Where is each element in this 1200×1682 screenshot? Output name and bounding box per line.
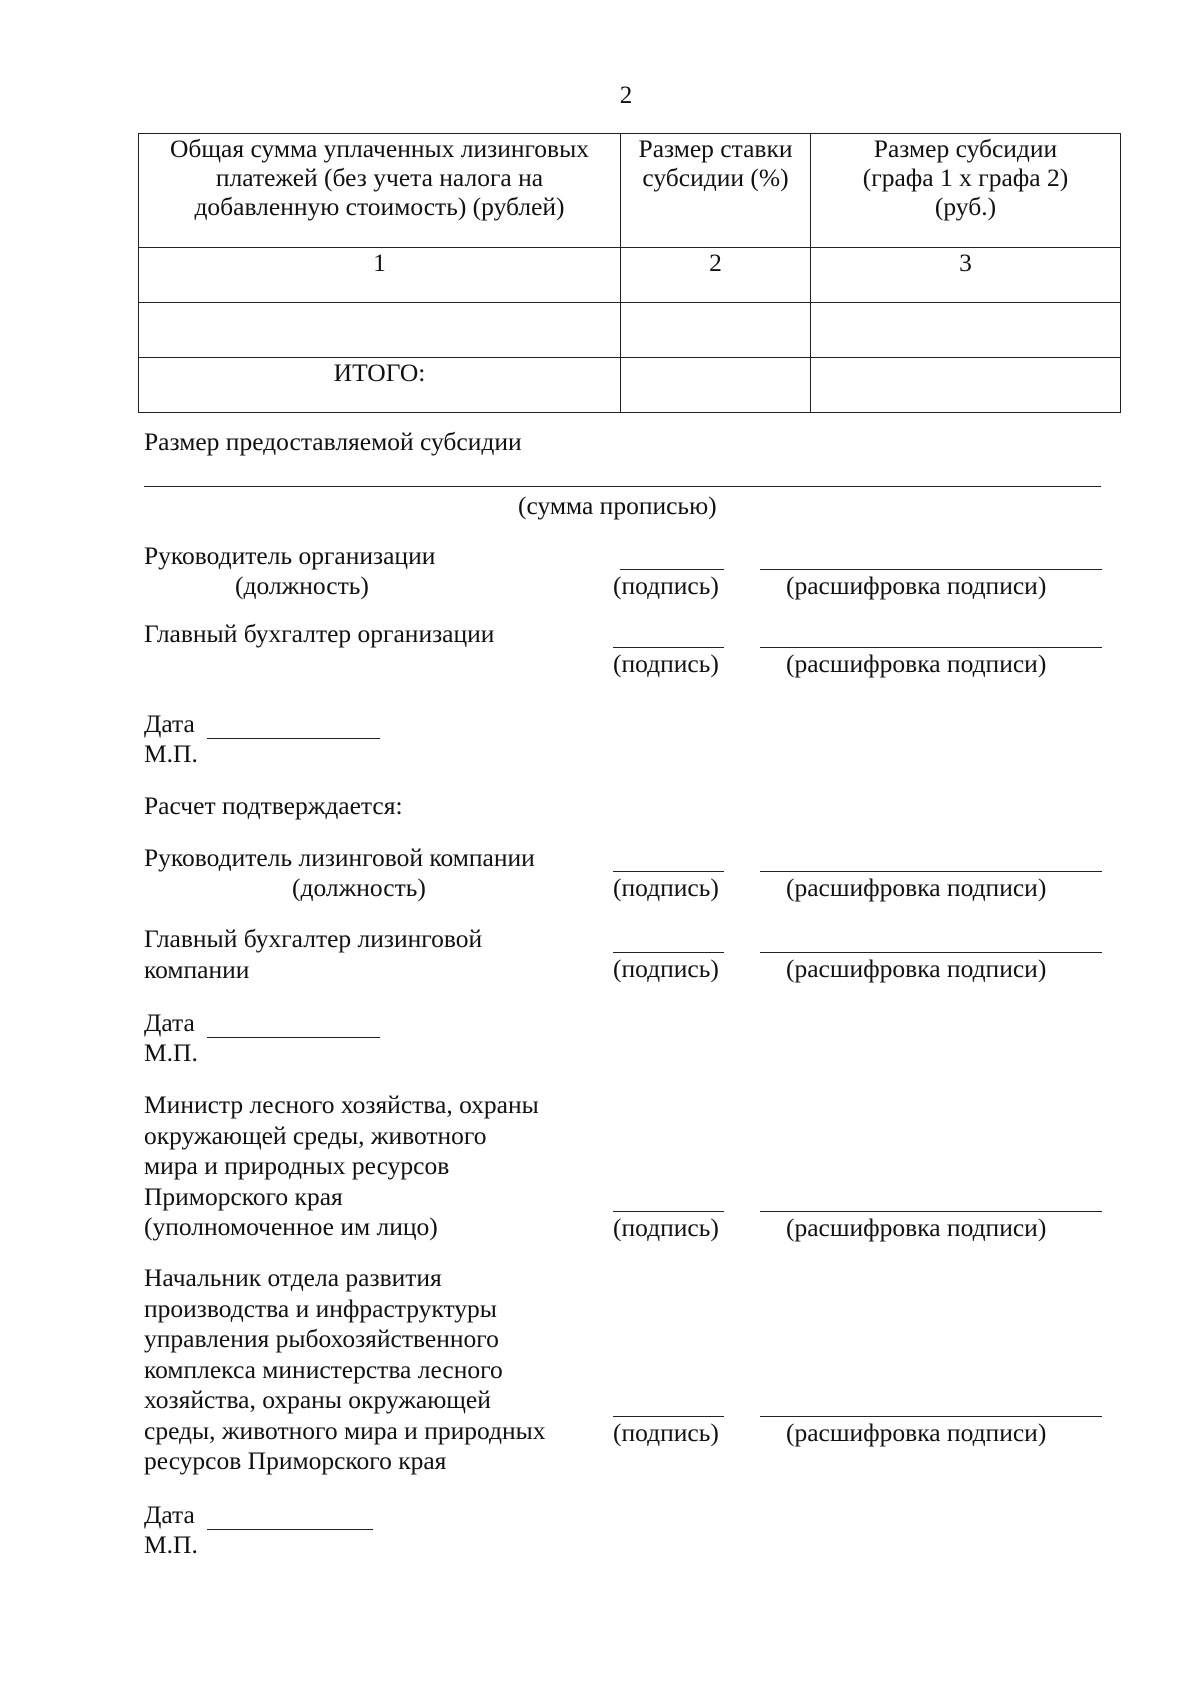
- label-line: (уполномоченное им лицо): [144, 1212, 438, 1241]
- org-head-label: Руководитель организации: [144, 541, 436, 570]
- leasing-head-signature-caption: (подпись): [613, 873, 719, 902]
- column-number-row: [139, 248, 1121, 303]
- org-head-signature-line[interactable]: [620, 569, 724, 570]
- label-line: производства и инфраструктуры: [144, 1293, 497, 1323]
- header-subsidy-amount: Размер субсидии (графа 1 х графа 2) (руб.): [811, 134, 1121, 248]
- minister-signature-line[interactable]: [613, 1211, 724, 1212]
- org-accountant-decoding-line[interactable]: [760, 647, 1102, 648]
- leasing-head-label: Руководитель лизинговой компании: [144, 843, 535, 872]
- label-line: Главный бухгалтер лизинговой: [144, 924, 483, 953]
- table-row: [139, 303, 1121, 358]
- header-subsidy-rate: Размер ставки субсидии (%): [621, 134, 811, 248]
- column-number: 1: [139, 248, 621, 303]
- org-head-decoding-caption: (расшифровка подписи): [786, 571, 1047, 600]
- label-line: окружающей среды, животного: [144, 1120, 487, 1150]
- date-label: Дата: [144, 709, 195, 738]
- total-label: ИТОГО:: [139, 358, 621, 413]
- org-accountant-signature-line[interactable]: [613, 647, 724, 648]
- minister-signature-caption: (подпись): [613, 1213, 719, 1242]
- date-input-line[interactable]: [207, 738, 380, 739]
- label-line: Министр лесного хозяйства, охраны: [144, 1090, 539, 1119]
- label-line: ресурсов Приморского края: [144, 1446, 447, 1475]
- subsidy-calculation-table: [138, 133, 1121, 413]
- column-number: 2: [621, 248, 811, 303]
- stamp-label: М.П.: [144, 739, 198, 768]
- stamp-label: М.П.: [144, 1038, 198, 1067]
- minister-decoding-line[interactable]: [760, 1211, 1102, 1212]
- minister-label: [144, 1090, 539, 1243]
- label-line: компании: [144, 954, 250, 984]
- department-chief-label: [144, 1263, 546, 1477]
- total-rate-cell[interactable]: [621, 358, 811, 413]
- total-row: [139, 358, 1121, 413]
- leasing-head-signature-line[interactable]: [613, 871, 724, 872]
- leasing-head-position-caption: (должность): [292, 873, 426, 902]
- leasing-accountant-signature-caption: (подпись): [613, 954, 719, 983]
- org-head-signature-caption: (подпись): [613, 571, 719, 600]
- total-amount-cell[interactable]: [811, 358, 1121, 413]
- amount-in-words-caption: (сумма прописью): [518, 491, 717, 520]
- table-cell[interactable]: [621, 303, 811, 358]
- table-cell[interactable]: [811, 303, 1121, 358]
- label-line: управления рыбохозяйственного: [144, 1324, 499, 1353]
- leasing-accountant-signature-line[interactable]: [613, 952, 724, 953]
- minister-decoding-caption: (расшифровка подписи): [786, 1213, 1047, 1242]
- table-header-row: [139, 134, 1121, 248]
- page-number: 2: [619, 82, 633, 109]
- date-label: Дата: [144, 1500, 195, 1529]
- chief-decoding-line[interactable]: [760, 1416, 1102, 1417]
- leasing-accountant-decoding-caption: (расшифровка подписи): [786, 954, 1047, 983]
- chief-signature-line[interactable]: [613, 1416, 724, 1417]
- org-head-position-caption: (должность): [235, 571, 369, 600]
- label-line: Приморского края: [144, 1181, 343, 1211]
- chief-decoding-caption: (расшифровка подписи): [786, 1418, 1047, 1447]
- label-line: мира и природных ресурсов: [144, 1151, 450, 1180]
- leasing-accountant-decoding-line[interactable]: [760, 952, 1102, 953]
- chief-signature-caption: (подпись): [613, 1418, 719, 1447]
- amount-in-words-line[interactable]: [144, 486, 1101, 487]
- org-accountant-signature-caption: (подпись): [613, 649, 719, 678]
- leasing-head-decoding-caption: (расшифровка подписи): [786, 873, 1047, 902]
- org-head-decoding-line[interactable]: [760, 569, 1102, 570]
- label-line: комплекса министерства лесного: [144, 1354, 503, 1384]
- date-input-line[interactable]: [207, 1037, 380, 1038]
- stamp-label: М.П.: [144, 1530, 198, 1559]
- confirmation-label: Расчет подтверждается:: [144, 791, 403, 820]
- leasing-head-decoding-line[interactable]: [760, 871, 1102, 872]
- label-line: хозяйства, охраны окружающей: [144, 1385, 491, 1414]
- label-line: Начальник отдела развития: [144, 1263, 442, 1292]
- subsidy-amount-label: Размер предоставляемой субсидии: [144, 427, 522, 456]
- header-leasing-payments: Общая сумма уплаченных лизинговых платежей (без учета налога на добавленную стоимость) (рублей): [139, 134, 621, 248]
- date-input-line[interactable]: [207, 1529, 373, 1530]
- date-label: Дата: [144, 1008, 195, 1037]
- table-cell[interactable]: [139, 303, 621, 358]
- leasing-accountant-label: [144, 924, 482, 985]
- org-accountant-label: Главный бухгалтер организации: [144, 619, 495, 648]
- org-accountant-decoding-caption: (расшифровка подписи): [786, 649, 1047, 678]
- column-number: 3: [811, 248, 1121, 303]
- label-line: среды, животного мира и природных: [144, 1415, 546, 1445]
